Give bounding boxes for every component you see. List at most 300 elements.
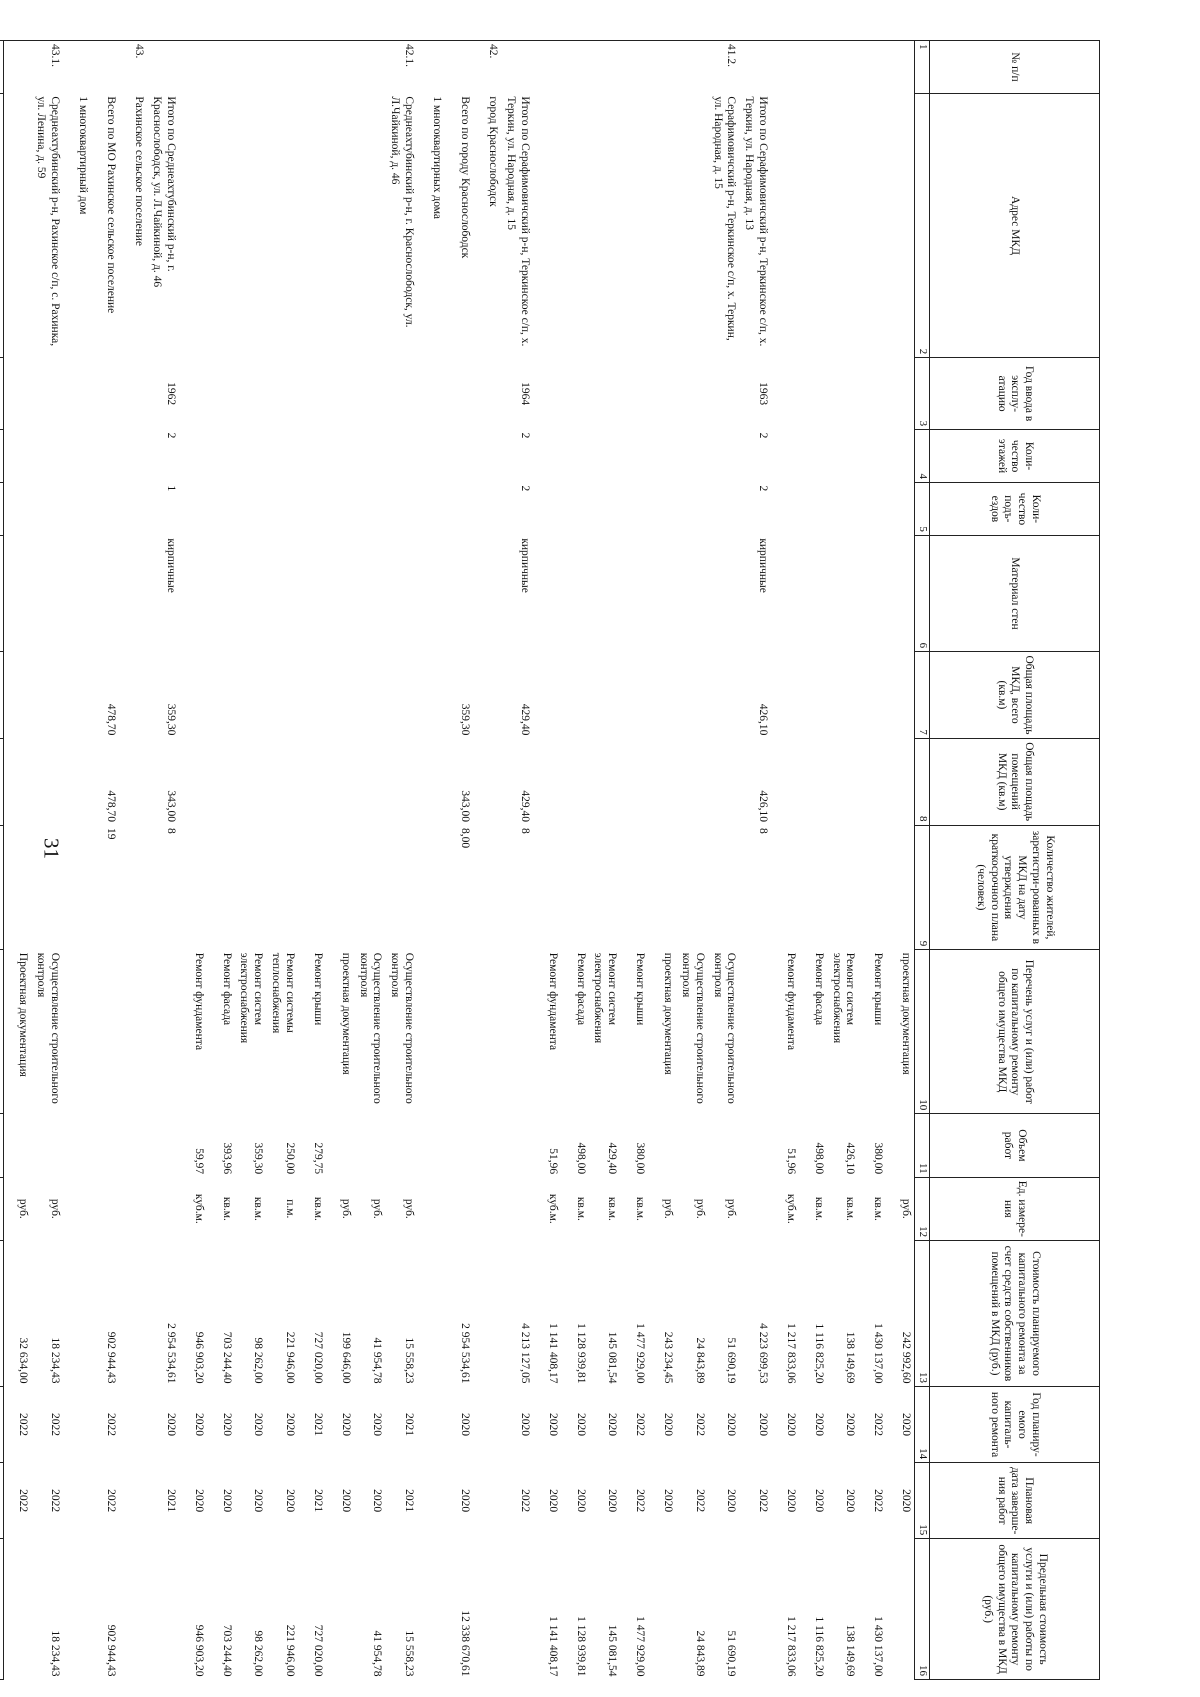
total-area-cell: 359,30 — [458, 703, 471, 736]
unit-cell: руб. — [725, 1198, 738, 1219]
residents-cell — [620, 825, 648, 950]
completion-date-cell: 2021 — [402, 1489, 415, 1513]
row-number — [179, 41, 207, 94]
wall-material-cell — [266, 535, 298, 651]
column-header-8: Общая площадь помещений МКД (кв.м) — [930, 738, 1100, 825]
repair-year-cell: 2020 — [812, 1413, 825, 1437]
premises-area-cell — [771, 738, 799, 825]
column-number-1: 1 — [915, 41, 930, 94]
row-number — [501, 41, 533, 94]
work-volume-cell — [119, 1114, 147, 1177]
address-cell — [827, 93, 859, 357]
residents-cell — [179, 825, 207, 950]
address-cell: Итого по Серафимовичский р-н, Теркинское с/п, х. Теркин, ул. Народная, д. 13 — [743, 96, 769, 347]
cost-cell: 1 116 825,20 — [812, 1323, 825, 1384]
year-built-cell — [298, 358, 326, 430]
column-number-15: 15 — [915, 1463, 930, 1539]
total-area-cell — [326, 652, 354, 739]
row-number: 42.1. — [385, 41, 417, 94]
row-number — [417, 41, 445, 94]
cost-cell: 15 558,23 — [402, 1337, 415, 1384]
floors-cell — [676, 430, 708, 483]
premises-area-cell — [119, 738, 147, 825]
work-type-cell: Проектная документация — [17, 952, 30, 1077]
total-area-cell — [298, 652, 326, 739]
floors-cell — [533, 430, 561, 483]
total-area-cell — [63, 652, 91, 739]
residents-cell: 19 — [104, 828, 117, 840]
residents-cell — [354, 825, 386, 950]
residents-cell — [561, 825, 589, 950]
repair-year-cell: 2021 — [402, 1413, 415, 1437]
row-number — [3, 41, 31, 94]
max-cost-cell: 138 149,69 — [844, 1624, 857, 1677]
year-built-cell: 1962 — [164, 382, 177, 406]
entrances-cell — [354, 482, 386, 535]
floors-cell — [63, 430, 91, 483]
table-row — [561, 41, 589, 1680]
residents-cell — [417, 825, 445, 950]
work-volume-cell — [417, 1114, 445, 1177]
unit-cell: кв.м. — [574, 1196, 587, 1221]
address-cell — [533, 93, 561, 357]
cost-cell: 902 944,43 — [104, 1331, 117, 1384]
total-area-cell — [385, 652, 417, 739]
entrances-cell — [827, 482, 859, 535]
work-volume-cell — [91, 1114, 119, 1177]
table-row — [445, 41, 473, 1680]
wall-material-cell: кирпичные — [164, 538, 177, 593]
work-type-cell: Ремонт фундамента — [784, 952, 797, 1051]
residents-cell: 8 — [756, 828, 769, 834]
max-cost-cell: 1 217 833,06 — [784, 1616, 797, 1677]
page-number: 31 — [39, 838, 64, 859]
work-type-cell: Осуществление строительного контроля — [679, 952, 706, 1104]
work-volume-cell: 426,10 — [844, 1142, 857, 1175]
entrances-cell — [119, 482, 147, 535]
total-area-cell — [31, 652, 63, 739]
completion-date-cell: 2020 — [574, 1489, 587, 1513]
cost-cell: 4 213 127,05 — [518, 1323, 531, 1384]
premises-area-cell — [827, 738, 859, 825]
max-cost-cell: 15 558,23 — [402, 1630, 415, 1677]
column-header-5: Коли-чество подъ-ездов — [930, 482, 1100, 535]
work-type-cell — [147, 950, 179, 1114]
work-type-cell: Ремонт систем электроснабжения — [238, 952, 265, 1044]
column-header-13: Стоимость планируемого капитального ремонта за счет средств собственников помещений в МКД (руб.) — [930, 1241, 1100, 1387]
wall-material-cell — [799, 535, 827, 651]
max-cost-cell: 98 262,00 — [252, 1630, 265, 1677]
work-type-cell — [417, 950, 445, 1114]
year-built-cell — [589, 358, 621, 430]
floors-cell — [620, 430, 648, 483]
column-number-8: 8 — [915, 738, 930, 825]
cost-cell: 145 081,54 — [606, 1331, 619, 1384]
work-volume-cell: 380,00 — [634, 1142, 647, 1175]
address-cell: Рахинское сельское поселение — [132, 96, 145, 246]
cost-cell: 32 634,00 — [17, 1337, 30, 1384]
unit-cell — [417, 1177, 445, 1240]
work-type-cell: Ремонт фундамента — [546, 952, 559, 1051]
work-volume-cell — [63, 1114, 91, 1177]
wall-material-cell — [207, 535, 235, 651]
completion-date-cell: 2020 — [252, 1489, 265, 1513]
table-row — [235, 41, 267, 1680]
residents-cell — [648, 825, 676, 950]
year-built-cell: 1964 — [518, 382, 531, 406]
entrances-cell — [298, 482, 326, 535]
work-type-cell: Ремонт фундамента — [192, 952, 205, 1051]
max-cost-cell: 1 477 929,00 — [634, 1616, 647, 1677]
entrances-cell — [91, 482, 119, 535]
cost-cell: 1 430 137,00 — [872, 1323, 885, 1384]
residents-cell — [207, 825, 235, 950]
floors-cell — [326, 430, 354, 483]
total-area-cell — [119, 652, 147, 739]
table-row — [827, 41, 859, 1680]
work-type-cell — [91, 950, 119, 1114]
row-number — [620, 41, 648, 94]
entrances-cell — [648, 482, 676, 535]
repair-year-cell — [417, 1386, 445, 1462]
column-header-3: Год ввода в эксплу-атацию — [930, 358, 1100, 430]
cost-cell: 24 843,89 — [693, 1337, 706, 1384]
cost-cell: 243 234,45 — [662, 1331, 675, 1384]
row-number — [739, 41, 771, 94]
work-volume-cell — [31, 1114, 63, 1177]
repair-year-cell: 2022 — [634, 1413, 647, 1437]
residents-cell — [298, 825, 326, 950]
max-cost-cell: 1 128 939,81 — [574, 1616, 587, 1677]
row-number — [561, 41, 589, 94]
max-cost-cell: 1 430 137,00 — [872, 1616, 885, 1677]
year-built-cell — [91, 358, 119, 430]
floors-cell — [859, 430, 887, 483]
residents-cell: 8 — [164, 828, 177, 834]
column-number-13: 13 — [915, 1241, 930, 1387]
year-built-cell — [179, 358, 207, 430]
work-volume-cell — [147, 1114, 179, 1177]
max-cost-cell: 727 020,00 — [311, 1624, 324, 1677]
max-cost-cell — [417, 1539, 445, 1680]
residents-cell — [827, 825, 859, 950]
column-number-9: 9 — [915, 825, 930, 950]
table-row — [887, 41, 915, 1680]
separator-strip — [0, 41, 3, 1680]
floors-cell — [827, 430, 859, 483]
max-cost-cell — [119, 1539, 147, 1680]
row-number: 42. — [473, 41, 501, 94]
work-volume-cell — [501, 1114, 533, 1177]
total-area-cell — [827, 652, 859, 739]
column-header-16: Предельная стоимость услуги и (или) работы по капитальному ремонту общего имущества в МКД (руб.) — [930, 1539, 1100, 1680]
floors-cell — [119, 430, 147, 483]
premises-area-cell — [589, 738, 621, 825]
residents-cell — [887, 825, 915, 950]
floors-cell: 2 — [518, 432, 531, 439]
wall-material-cell — [676, 535, 708, 651]
work-type-cell: проектная документация — [900, 952, 912, 1075]
cost-cell: 51 690,19 — [725, 1337, 738, 1384]
floors-cell — [887, 430, 915, 483]
unit-cell — [445, 1177, 473, 1240]
total-area-cell — [235, 652, 267, 739]
residents-cell: 8 — [518, 828, 531, 834]
premises-area-cell — [354, 738, 386, 825]
floors-cell — [589, 430, 621, 483]
address-cell — [235, 93, 267, 357]
repair-year-cell — [63, 1386, 91, 1462]
wall-material-cell — [648, 535, 676, 651]
max-cost-cell: 145 081,54 — [606, 1624, 619, 1677]
total-area-cell: 478,70 — [104, 703, 117, 736]
premises-area-cell — [326, 738, 354, 825]
work-volume-cell — [739, 1114, 771, 1177]
total-area-cell — [533, 652, 561, 739]
year-built-cell — [620, 358, 648, 430]
floors-cell — [266, 430, 298, 483]
residents-cell — [385, 825, 417, 950]
work-volume-cell — [445, 1114, 473, 1177]
entrances-cell — [445, 482, 473, 535]
premises-area-cell — [235, 738, 267, 825]
premises-area-cell — [31, 738, 63, 825]
table-row — [91, 41, 119, 1680]
total-area-cell — [473, 652, 501, 739]
table-row — [207, 41, 235, 1680]
completion-date-cell — [119, 1463, 147, 1539]
repair-year-cell: 2020 — [756, 1413, 769, 1437]
total-area-cell — [887, 652, 915, 739]
max-cost-cell — [326, 1539, 354, 1680]
row-number — [859, 41, 887, 94]
work-volume-cell: 498,00 — [574, 1142, 587, 1175]
row-number — [887, 41, 915, 94]
row-number — [298, 41, 326, 94]
premises-area-cell — [63, 738, 91, 825]
unit-cell: куб.м. — [784, 1193, 797, 1224]
entrances-cell — [620, 482, 648, 535]
table-row — [620, 41, 648, 1680]
cost-cell: 242 992,60 — [900, 1331, 912, 1384]
total-area-cell — [266, 652, 298, 739]
total-area-cell: 426,10 — [756, 703, 769, 736]
work-type-cell — [501, 950, 533, 1114]
residents-cell — [589, 825, 621, 950]
repair-year-cell: 2020 — [900, 1413, 912, 1437]
column-header-7: Общая площадь МКД, всего (кв.м) — [930, 652, 1100, 739]
address-cell — [207, 93, 235, 357]
completion-date-cell: 2020 — [283, 1489, 296, 1513]
max-cost-cell — [3, 1539, 31, 1680]
completion-date-cell: 2020 — [725, 1489, 738, 1513]
year-built-cell — [445, 358, 473, 430]
row-number — [266, 41, 298, 94]
column-number-16: 16 — [915, 1539, 930, 1680]
completion-date-cell: 2022 — [756, 1489, 769, 1513]
entrances-cell — [326, 482, 354, 535]
work-type-cell: Ремонт фасада — [220, 952, 233, 1026]
column-number-6: 6 — [915, 535, 930, 651]
unit-cell — [739, 1177, 771, 1240]
row-number — [207, 41, 235, 94]
max-cost-cell — [887, 1539, 915, 1680]
row-number — [533, 41, 561, 94]
entrances-cell — [771, 482, 799, 535]
year-built-cell — [266, 358, 298, 430]
floors-cell — [561, 430, 589, 483]
residents-cell — [235, 825, 267, 950]
work-type-cell — [473, 950, 501, 1114]
floors-cell — [179, 430, 207, 483]
work-type-cell: Осуществление строительного контроля — [389, 952, 415, 1104]
completion-date-cell: 2020 — [371, 1489, 384, 1513]
unit-cell — [473, 1177, 501, 1240]
year-built-cell — [31, 358, 63, 430]
unit-cell: руб. — [662, 1198, 675, 1219]
entrances-cell — [859, 482, 887, 535]
row-number — [589, 41, 621, 94]
residents-cell — [799, 825, 827, 950]
completion-date-cell: 2020 — [900, 1489, 912, 1513]
work-type-cell — [63, 950, 91, 1114]
completion-date-cell: 2021 — [164, 1489, 177, 1513]
total-area-cell — [354, 652, 386, 739]
completion-date-cell: 2020 — [812, 1489, 825, 1513]
total-area-cell — [561, 652, 589, 739]
cost-cell: 221 946,00 — [283, 1331, 296, 1384]
unit-cell: куб.м. — [192, 1193, 205, 1224]
year-built-cell — [771, 358, 799, 430]
work-type-cell: Ремонт систем электроснабжения — [830, 952, 857, 1044]
completion-date-cell: 2020 — [784, 1489, 797, 1513]
entrances-cell — [533, 482, 561, 535]
floors-cell — [207, 430, 235, 483]
work-volume-cell — [648, 1114, 676, 1177]
entrances-cell: 2 — [756, 485, 769, 492]
completion-date-cell: 2022 — [518, 1489, 531, 1513]
floors-cell — [235, 430, 267, 483]
address-cell: Среднеахтубинский р-н, г. Краснослободск, ул. Л.Чайкиной, д. 46 — [389, 96, 415, 328]
work-volume-cell — [473, 1114, 501, 1177]
work-type-cell: Осуществление строительного контроля — [35, 952, 61, 1104]
row-number: 41.2. — [708, 41, 740, 94]
work-volume-cell: 279,75 — [311, 1142, 324, 1175]
max-cost-cell — [473, 1539, 501, 1680]
floors-cell: 2 — [164, 432, 177, 439]
unit-cell: кв.м. — [844, 1196, 857, 1221]
address-cell: 1 многоквартирных дома — [430, 96, 443, 220]
wall-material-cell — [771, 535, 799, 651]
floors-cell — [31, 430, 63, 483]
year-built-cell — [827, 358, 859, 430]
work-volume-cell: 429,40 — [606, 1142, 619, 1175]
max-cost-cell: 703 244,40 — [220, 1624, 233, 1677]
total-area-cell — [771, 652, 799, 739]
residents-cell — [859, 825, 887, 950]
column-number-5: 5 — [915, 482, 930, 535]
year-built-cell — [235, 358, 267, 430]
year-built-cell — [417, 358, 445, 430]
cost-cell: 1 477 929,00 — [634, 1323, 647, 1384]
total-area-cell — [859, 652, 887, 739]
address-cell — [859, 93, 887, 357]
column-number-11: 11 — [915, 1114, 930, 1177]
wall-material-cell — [385, 535, 417, 651]
cost-cell — [473, 1241, 501, 1387]
floors-cell: 2 — [756, 432, 769, 439]
premises-area-cell — [266, 738, 298, 825]
repair-year-cell: 2020 — [252, 1413, 265, 1437]
repair-year-cell: 2020 — [220, 1413, 233, 1437]
address-cell: город Краснослободск — [486, 96, 499, 207]
cost-cell: 946 903,20 — [192, 1331, 205, 1384]
column-header-11: Объем работ — [930, 1114, 1100, 1177]
max-cost-cell: 946 903,20 — [192, 1624, 205, 1677]
wall-material-cell — [589, 535, 621, 651]
cost-cell: 4 223 699,53 — [756, 1323, 769, 1384]
residents-cell — [771, 825, 799, 950]
wall-material-cell — [235, 535, 267, 651]
work-volume-cell — [385, 1114, 417, 1177]
entrances-cell: 2 — [518, 485, 531, 492]
total-area-cell — [179, 652, 207, 739]
unit-cell: руб. — [693, 1198, 706, 1219]
cost-cell: 199 646,00 — [339, 1331, 352, 1384]
premises-area-cell — [298, 738, 326, 825]
repair-year-cell: 2020 — [662, 1413, 675, 1437]
repair-year-cell: 2020 — [574, 1413, 587, 1437]
residents-cell — [676, 825, 708, 950]
repair-year-cell: 2020 — [371, 1413, 384, 1437]
wall-material-cell — [3, 535, 31, 651]
address-cell — [298, 93, 326, 357]
completion-date-cell — [473, 1463, 501, 1539]
completion-date-cell: 2020 — [606, 1489, 619, 1513]
year-built-cell — [354, 358, 386, 430]
total-area-cell — [589, 652, 621, 739]
column-header-14: Год планиру-емого капиталь-ного ремонта — [930, 1386, 1100, 1462]
completion-date-cell: 2020 — [458, 1489, 471, 1513]
premises-area-cell — [708, 738, 740, 825]
wall-material-cell — [31, 535, 63, 651]
total-area-cell — [799, 652, 827, 739]
max-cost-cell — [648, 1539, 676, 1680]
total-area-cell — [676, 652, 708, 739]
row-number — [63, 41, 91, 94]
max-cost-cell: 1 141 408,17 — [546, 1616, 559, 1677]
row-number — [445, 41, 473, 94]
completion-date-cell: 2022 — [17, 1489, 30, 1513]
row-number — [827, 41, 859, 94]
unit-cell: кв.м. — [634, 1196, 647, 1221]
table-row — [473, 41, 501, 1680]
unit-cell: п.м. — [283, 1199, 296, 1219]
unit-cell — [501, 1177, 533, 1240]
repair-year-cell: 2020 — [784, 1413, 797, 1437]
max-cost-cell: 18 234,43 — [48, 1630, 61, 1677]
row-number — [648, 41, 676, 94]
completion-date-cell: 2020 — [220, 1489, 233, 1513]
wall-material-cell — [354, 535, 386, 651]
column-number-12: 12 — [915, 1177, 930, 1240]
repair-year-cell: 2020 — [546, 1413, 559, 1437]
address-cell: Всего по МО Рахинское сельское поселение — [104, 96, 117, 314]
column-number-row — [915, 41, 930, 1680]
work-type-cell: Ремонт крыши — [311, 952, 324, 1026]
cost-cell: 727 020,00 — [311, 1331, 324, 1384]
address-cell — [326, 93, 354, 357]
